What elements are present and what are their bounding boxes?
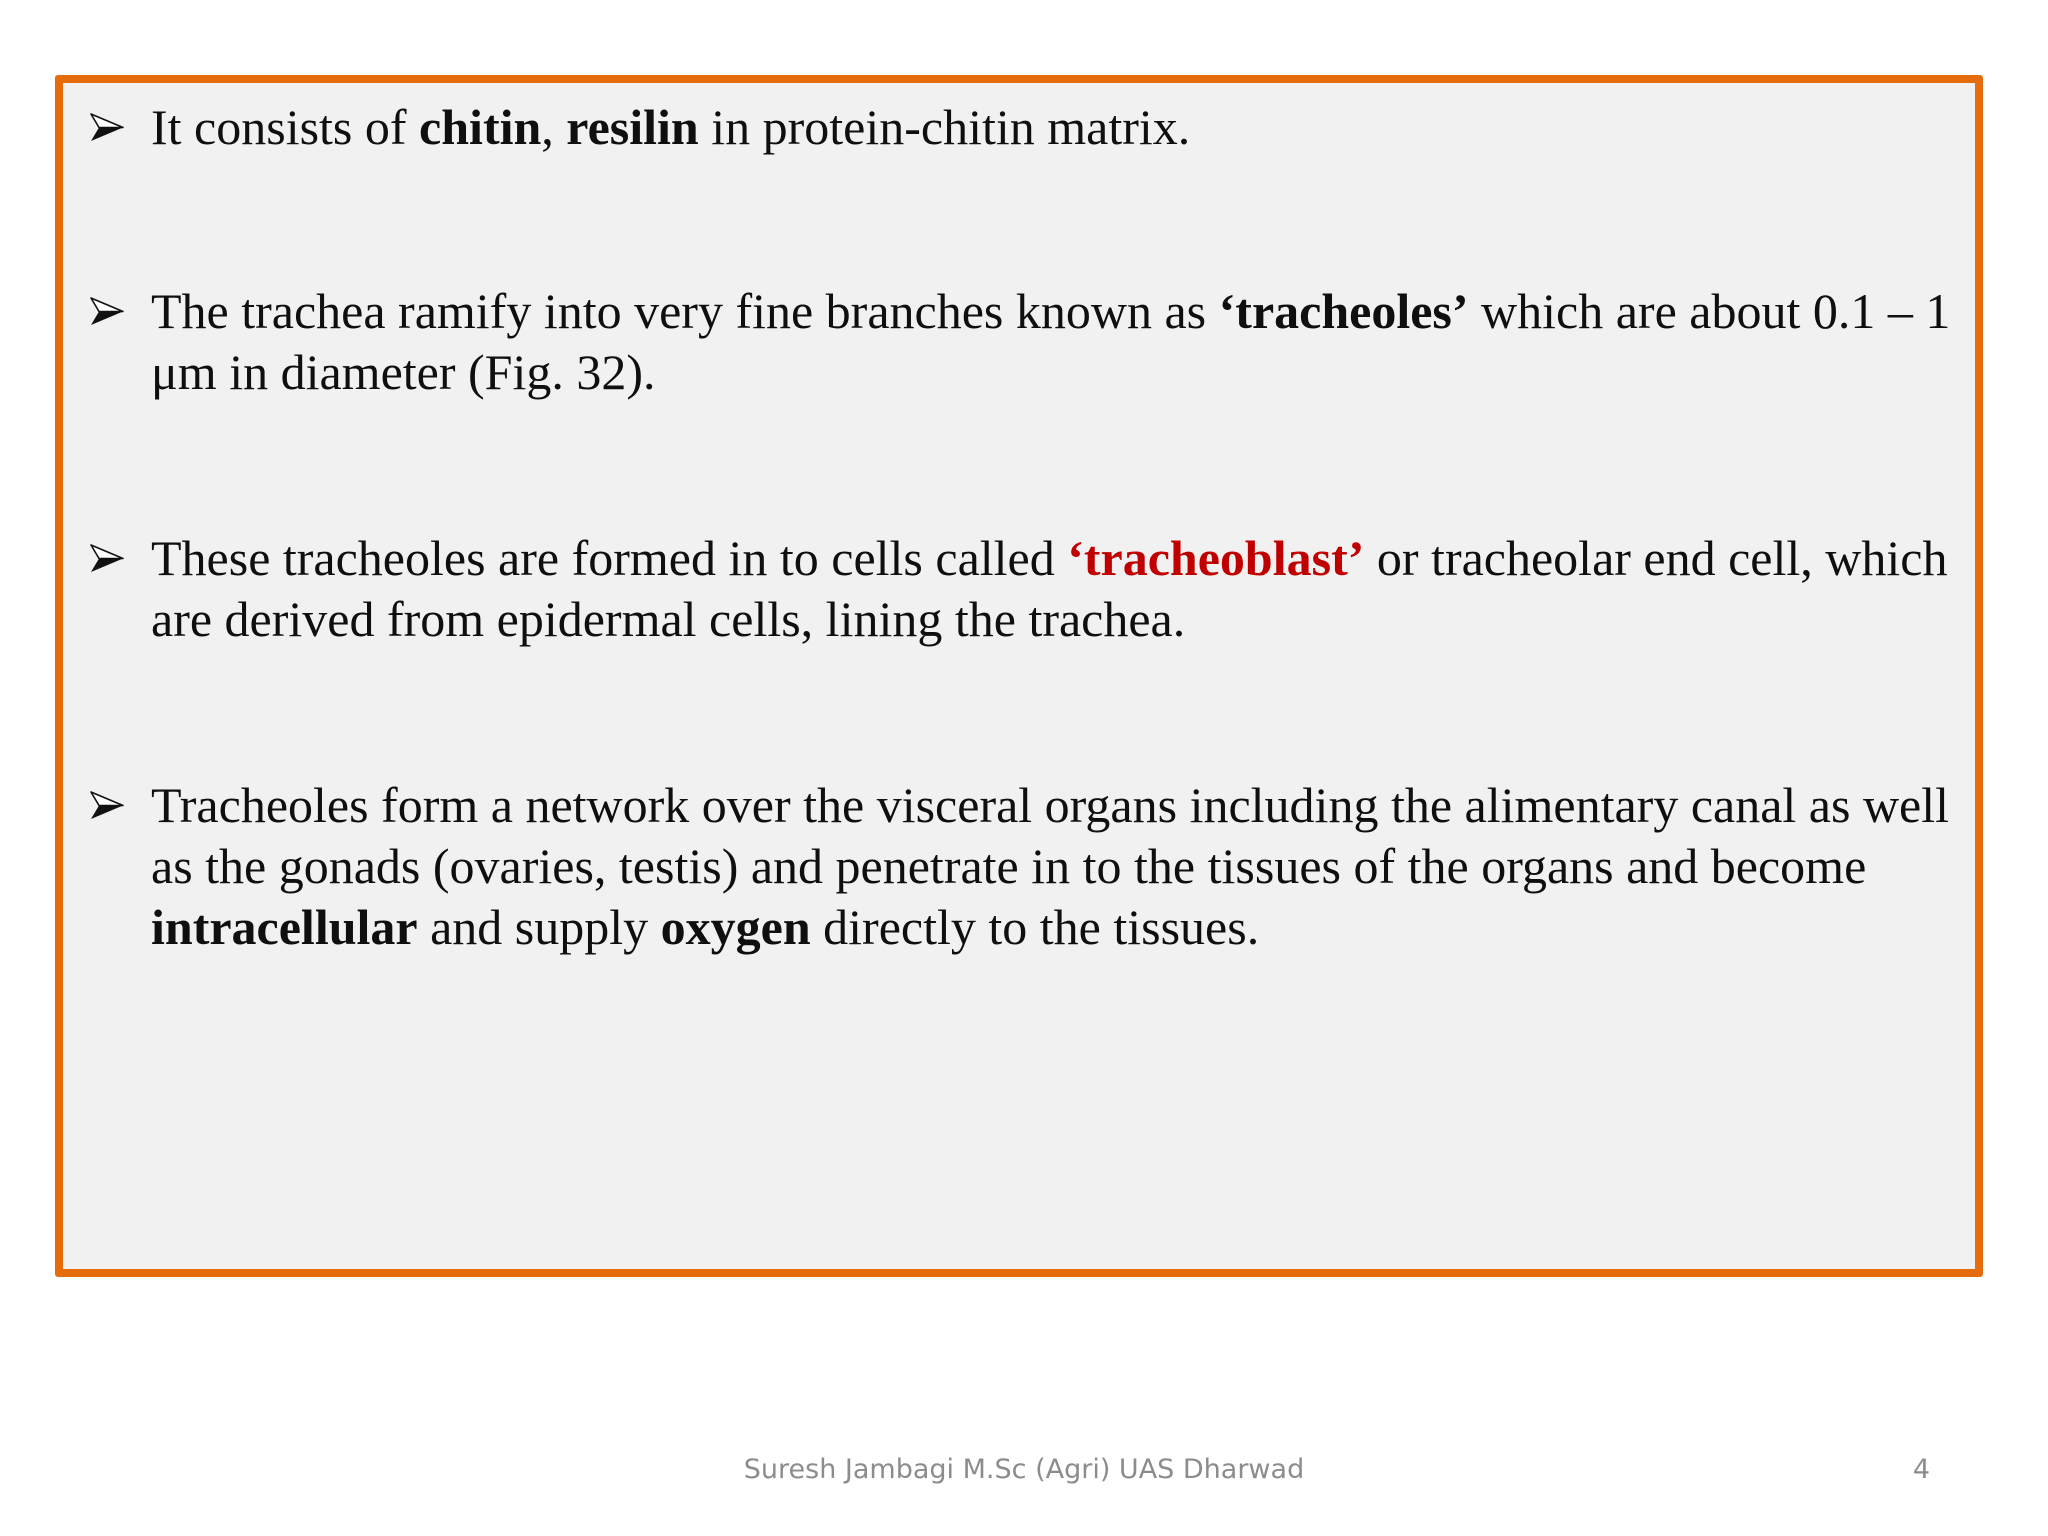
term-intracellular: intracellular xyxy=(151,899,418,955)
bullet-segment: or tracheolar end cell, which are derived from epidermal cells, lining the trachea. xyxy=(151,530,1948,647)
bullet-item xyxy=(88,528,1955,650)
bullet-segment: directly to the tissues. xyxy=(810,899,1260,955)
term-chitin: chitin xyxy=(419,99,542,155)
bullet-segment: in protein-chitin matrix. xyxy=(698,99,1191,155)
term-tracheoles: ‘tracheoles’ xyxy=(1218,283,1469,339)
bullet-segment: These tracheoles are formed in to cells called xyxy=(151,530,1068,586)
arrowhead-bullet-icon xyxy=(88,528,138,589)
bullet-item xyxy=(88,281,1955,403)
arrowhead-bullet-icon xyxy=(88,775,138,836)
bullet-item xyxy=(88,97,1955,158)
bullet-text xyxy=(151,281,1955,403)
bullet-segment: It consists of xyxy=(151,99,420,155)
bullet-segment: which are about 0.1 – 1 μm in diameter (Fig. 32). xyxy=(151,283,1951,400)
term-tracheoblast: ‘tracheoblast’ xyxy=(1067,530,1365,586)
footer-author: Suresh Jambagi M.Sc (Agri) UAS Dharwad xyxy=(743,1454,1305,1485)
bullet-segment: , xyxy=(541,99,567,155)
bullet-text xyxy=(151,528,1955,650)
page-number: 4 xyxy=(1912,1454,1930,1485)
arrowhead-bullet-icon xyxy=(88,97,138,158)
bullet-segment: and supply xyxy=(417,899,661,955)
bullet-segment: Tracheoles form a network over the visceral organs including the alimentary canal as well as the gonads (ovaries, testis) and penetrate in to the tissues of the organs and become xyxy=(151,777,1950,894)
bullet-text xyxy=(151,775,1955,958)
term-oxygen: oxygen xyxy=(660,899,811,955)
bullet-item xyxy=(88,775,1955,958)
bullet-text xyxy=(151,97,1955,158)
term-resilin: resilin xyxy=(566,99,699,155)
bullet-segment: The trachea ramify into very fine branches known as xyxy=(151,283,1219,339)
arrowhead-bullet-icon xyxy=(88,281,138,342)
content-panel xyxy=(55,75,1983,1277)
